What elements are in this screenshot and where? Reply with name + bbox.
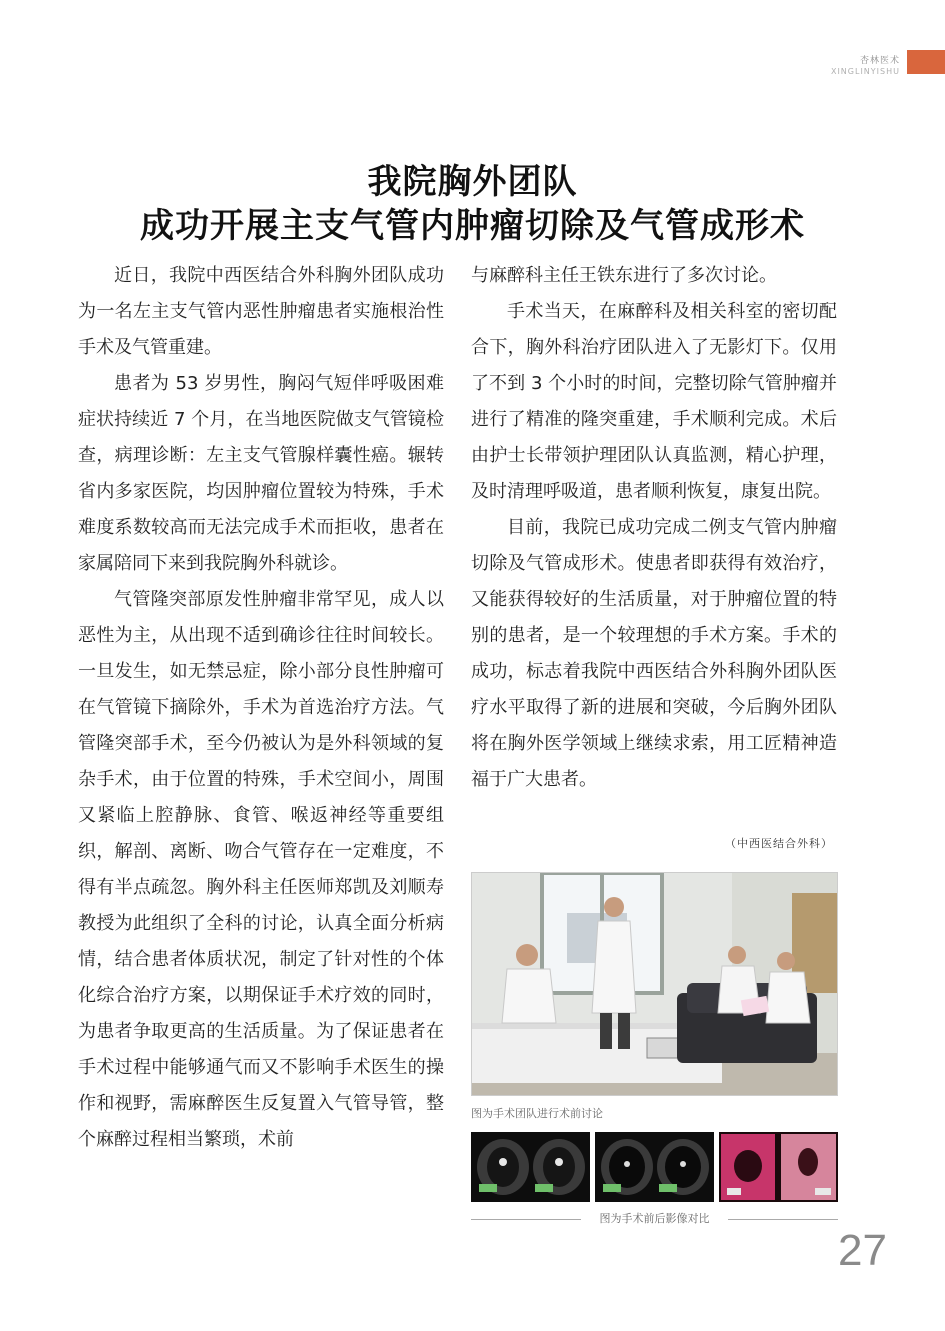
imaging-comparison xyxy=(471,1132,838,1202)
team-discussion-photo xyxy=(471,872,838,1096)
photo-caption: 图为手术团队进行术前讨论 xyxy=(471,1107,603,1120)
paragraph: 近日，我院中西医结合外科胸外团队成功为一名左主支气管内恶性肿瘤患者实施根治性手术及气管重建。 xyxy=(78,265,444,358)
brand-name-en: XINGLINYISHU xyxy=(830,67,900,76)
team-discussion-illustration xyxy=(472,873,838,1096)
scans-caption: 图为手术前后影像对比 xyxy=(596,1212,714,1225)
paragraph: 目前，我院已成功完成二例支气管内肿瘤切除及气管成形术。使患者即获得有效治疗，又能获得较好的生活质量，对于肿瘤位置的特别的患者，是一个较理想的手术方案。手术的成功，标志着我院中西医结合外科胸外团队医疗水平取得了新的进展和突破，今后胸外团队将在胸外医学领域上继续求索，用工匠精神造福于广大患者。 xyxy=(471,517,837,790)
magazine-brand xyxy=(831,53,900,76)
article-title-line2: 成功开展主支气管内肿瘤切除及气管成形术 xyxy=(140,206,805,246)
article-title xyxy=(0,160,945,248)
paragraph: 手术当天，在麻醉科及相关科室的密切配合下，胸外科治疗团队进入了无影灯下。仅用了不到 3 个小时的时间，完整切除气管肿瘤并进行了精准的隆突重建，手术顺利完成。术后由护士长带领护理团队认真监测，精心护理，及时清理呼吸道，患者顺利恢复，康复出院。 xyxy=(471,301,837,502)
article-title-line1: 我院胸外团队 xyxy=(367,162,578,202)
scans-caption-area xyxy=(471,1212,838,1226)
brand-accent-bar xyxy=(907,50,945,74)
bronchoscopy-images xyxy=(719,1132,838,1202)
article-column-right xyxy=(471,258,837,798)
article-column-left xyxy=(78,258,444,1158)
ct-scan-before xyxy=(471,1132,590,1202)
paragraph: 气管隆突部原发性肿瘤非常罕见，成人以恶性为主，从出现不适到确诊往往时间较长。一旦发生，如无禁忌症，除小部分良性肿瘤可在气管镜下摘除外，手术为首选治疗方法。气管隆突部手术，至今仍被认为是外科领域的复杂手术，由于位置的特殊，手术空间小，周围又紧临上腔静脉、食管、喉返神经等重要组织，解剖、离断、吻合气管存在一定难度，不得有半点疏忽。胸外科主任医师郑凯及刘顺寿教授为此组织了全科的讨论，认真全面分析病情，结合患者体质状况，制定了针对性的个体化综合治疗方案，以期保证手术疗效的同时，为患者争取更高的生活质量。为了保证患者在手术过程中能够通气而又不影响手术医生的操作和视野，需麻醉医生反复置入气管导管，整个麻醉过程相当繁琐，术前 xyxy=(78,589,444,1150)
brand-name-cn: 杏林医术 xyxy=(859,56,900,66)
paragraph-continuation: 与麻醉科主任王铁东进行了多次讨论。 xyxy=(471,265,777,286)
paragraph: 患者为 53 岁男性，胸闷气短伴呼吸困难症状持续近 7 个月，在当地医院做支气管镜检查，病理诊断：左主支气管腺样囊性癌。辗转省内多家医院，均因肿瘤位置较为特殊，手术难度系数较高而无法完成手术而拒收，患者在家属陪同下来到我院胸外科就诊。 xyxy=(78,373,444,574)
article-credit: （中西医结合外科） xyxy=(725,837,833,850)
page-number: 27 xyxy=(838,1226,887,1275)
ct-scan-after xyxy=(595,1132,714,1202)
